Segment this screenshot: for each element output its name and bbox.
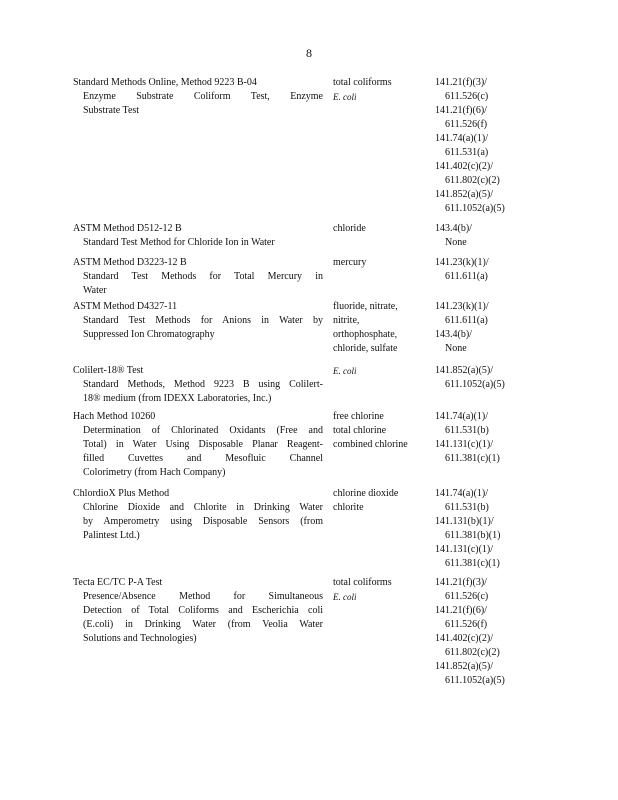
citation: 141.21(f)(6)/ [435,105,487,116]
citation-cell [435,576,555,688]
contaminant-cell [333,410,428,452]
contaminant-cell [333,487,428,515]
citation: 141.852(a)(5)/ [435,365,494,376]
citation: 141.852(a)(5)/ [435,189,494,200]
contaminant-cell [333,256,428,270]
contaminant: chloride [333,223,366,234]
contaminant-cell [333,76,428,104]
method-cell [73,76,323,118]
citation: 611.802(c)(2) [445,647,500,658]
citation: 143.4(b)/ [435,329,472,340]
citation: 141.21(f)(3)/ [435,77,487,88]
contaminant: total coliforms [333,77,392,88]
method-description: 18® medium (from IDEXX Laboratories, Inc.) [83,393,272,404]
citation: 611.611(a) [445,271,488,282]
method-description: (E.coli) in Drinking Water (from Veolia Water [83,619,323,630]
method-cell [73,300,323,342]
method-description: Detection of Total Coliforms and Escherichia coli [83,605,323,616]
method-name: ASTM Method D512-12 B [73,223,182,234]
citation: 611.1052(a)(5) [445,203,505,214]
method-description: Total) in Water Using Disposable Planar Reagent- [83,439,323,450]
method-cell [73,576,323,646]
contaminant-cell [333,576,428,604]
citation: 611.802(c)(2) [445,175,500,186]
contaminant: chlorite [333,502,364,513]
page-number: 8 [306,46,312,60]
citation: 611.526(f) [445,119,488,130]
method-description: Chlorine Dioxide and Chlorite in Drinking Water [83,502,323,513]
contaminant: total coliforms [333,577,392,588]
citation: 611.381(b)(1) [445,530,501,541]
citation: 611.531(b) [445,425,489,436]
method-cell [73,256,323,298]
citation: 611.531(b) [445,502,489,513]
method-name: Colilert-18® Test [73,365,144,376]
citation: 143.4(b)/ [435,223,472,234]
method-description: filled Cuvettes and Mesofluic Channel [83,453,323,464]
citation: 141.74(a)(1)/ [435,133,489,144]
citation-cell [435,76,555,216]
contaminant: mercury [333,257,367,268]
method-cell [73,364,323,406]
citation: 611.526(c) [445,591,489,602]
method-description: by Amperometry using Disposable Sensors (from [83,516,323,527]
citation: 611.381(c)(1) [445,453,500,464]
method-description: Suppressed Ion Chromatography [83,329,215,340]
method-description: Standard Methods, Method 9223 B using Colilert- [83,379,323,390]
citation-cell [435,300,555,356]
citation: 141.21(f)(3)/ [435,577,487,588]
method-description: Water [83,285,107,296]
method-description: Standard Test Methods for Anions in Water by [83,315,323,326]
method-name: Hach Method 10260 [73,411,156,422]
citation: 141.23(k)(1)/ [435,301,489,312]
method-description: Determination of Chlorinated Oxidants (Free and [83,425,323,436]
contaminant: free chlorine [333,411,384,422]
contaminant: E. coli [333,592,357,602]
contaminant: total chlorine [333,425,387,436]
method-description: Palintest Ltd.) [83,530,140,541]
citation: 141.21(f)(6)/ [435,605,487,616]
method-name: ChlordioX Plus Method [73,488,170,499]
citation-cell [435,364,555,392]
citation: 611.1052(a)(5) [445,379,505,390]
method-cell [73,222,323,250]
method-name: Tecta EC/TC P-A Test [73,577,163,588]
citation: 611.531(a) [445,147,489,158]
method-name: Standard Methods Online, Method 9223 B-04 [73,77,257,88]
method-description: Presence/Absence Method for Simultaneous [83,591,323,602]
citation: 141.23(k)(1)/ [435,257,489,268]
method-description: Substrate Test [83,105,140,116]
method-description: Standard Test Methods for Total Mercury in [83,271,323,282]
citation: 141.402(c)(2)/ [435,633,494,644]
contaminant: combined chlorine [333,439,408,450]
contaminant: chlorine dioxide [333,488,399,499]
contaminant: fluoride, nitrate, [333,301,398,312]
citation: 611.381(c)(1) [445,558,500,569]
citation: 611.1052(a)(5) [445,675,505,686]
citation: 141.131(c)(1)/ [435,544,494,555]
citation: 141.131(c)(1)/ [435,439,494,450]
citation-cell [435,256,555,284]
contaminant: chloride, sulfate [333,343,398,354]
citation: None [445,343,467,354]
method-cell [73,487,323,543]
contaminant: orthophosphate, [333,329,398,340]
contaminant-cell [333,222,428,236]
citation: 611.526(c) [445,91,489,102]
method-description: Standard Test Method for Chloride Ion in Water [83,237,275,248]
citation: None [445,237,467,248]
citation: 141.131(b)(1)/ [435,516,494,527]
method-description: Colorimetry (from Hach Company) [83,467,226,478]
citation: 141.74(a)(1)/ [435,411,489,422]
citation: 611.526(f) [445,619,488,630]
citation: 141.852(a)(5)/ [435,661,494,672]
contaminant-cell [333,300,428,356]
citation-cell [435,410,555,466]
citation: 141.402(c)(2)/ [435,161,494,172]
contaminant: nitrite, [333,315,360,326]
method-description: Enzyme Substrate Coliform Test, Enzyme [83,91,323,102]
contaminant: E. coli [333,366,357,376]
contaminant-cell [333,364,428,378]
citation-cell [435,222,555,250]
contaminant: E. coli [333,92,357,102]
method-name: ASTM Method D3223-12 B [73,257,187,268]
method-name: ASTM Method D4327-11 [73,301,178,312]
citation: 141.74(a)(1)/ [435,488,489,499]
citation-cell [435,487,555,571]
method-cell [73,410,323,480]
method-description: Solutions and Technologies) [83,633,197,644]
citation: 611.611(a) [445,315,488,326]
